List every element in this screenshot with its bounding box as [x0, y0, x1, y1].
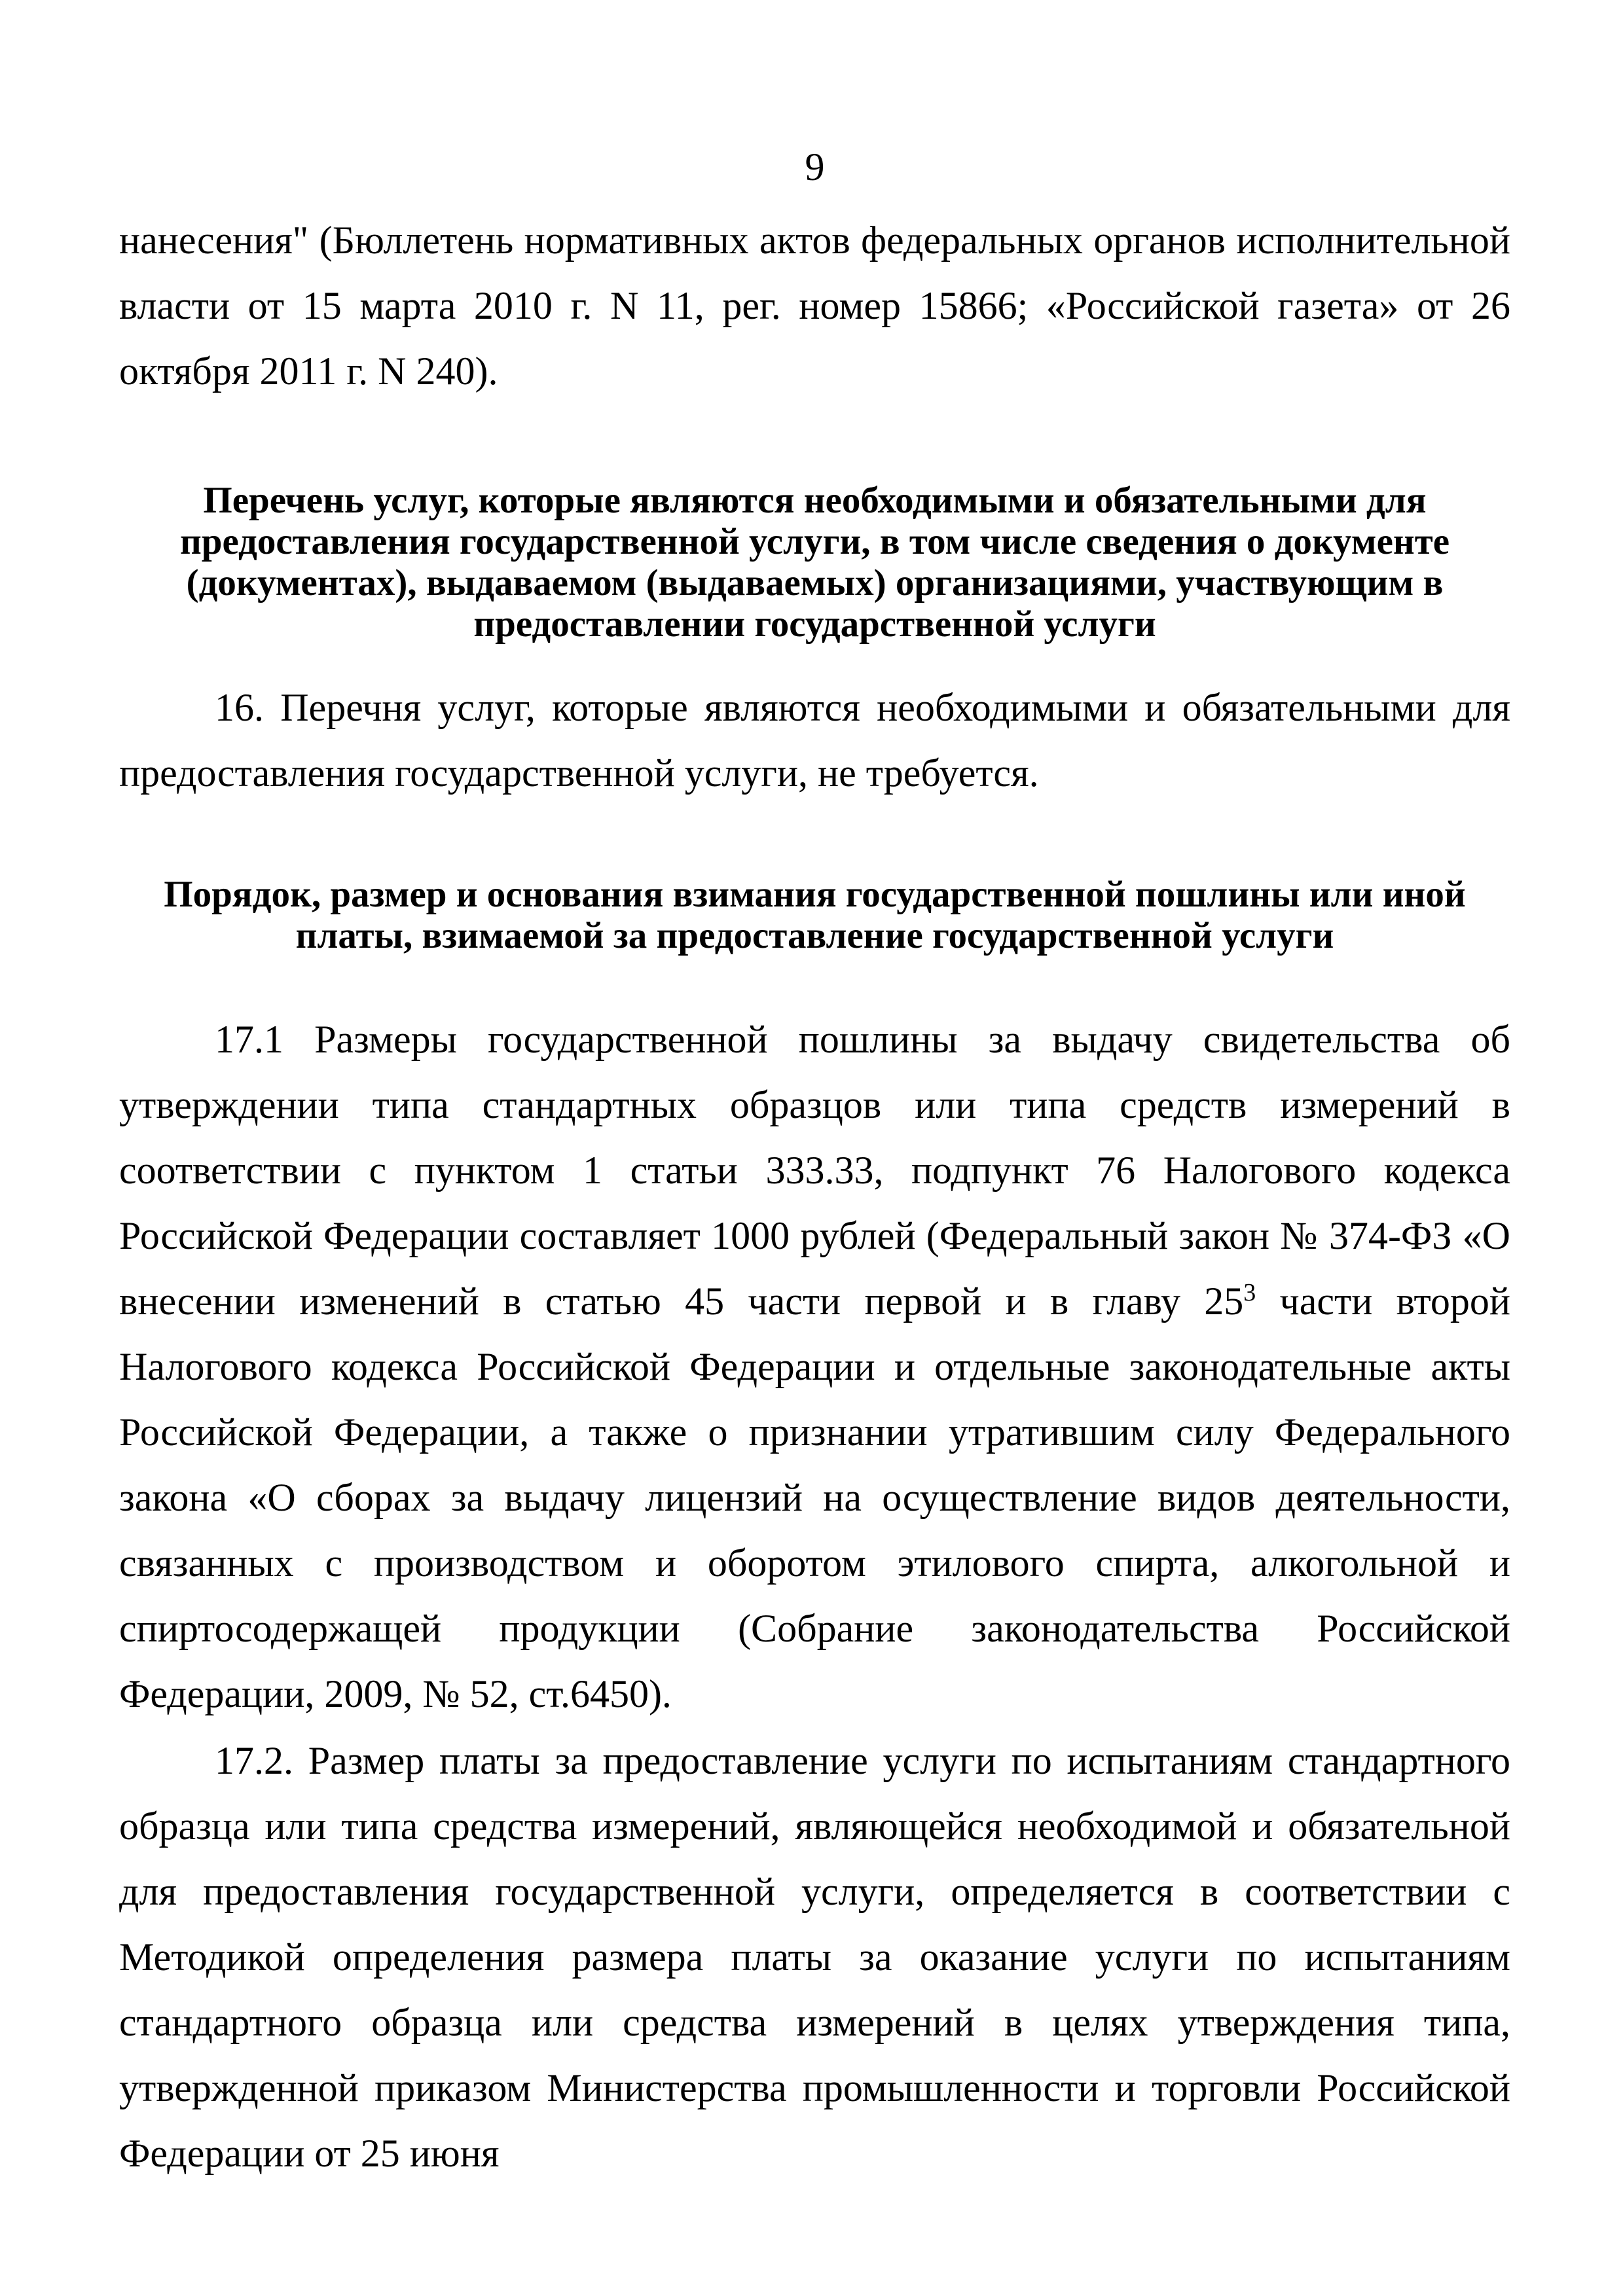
paragraph-continuation: нанесения" (Бюллетень нормативных актов федеральных органов исполнительной власти от 15 марта 2010 г. N 11, рег. номер 15866; «Российской газета» от 26 октября 2011 г. N 240). [119, 219, 1510, 393]
section-heading-state-fee: Порядок, размер и основания взимания государственной пошлины или иной платы, взимаемой за предоставление государственной услуги [164, 874, 1466, 956]
section-heading-required-services: Перечень услуг, которые являются необходимыми и обязательными для предоставления государственной услуги, в том числе сведения о документе (документах), выдаваемом (выдаваемых) организациями, участвующим в предоставлении государственной услуги [179, 480, 1450, 645]
paragraph-17-2: 17.2. Размер платы за предоставление услуги по испытаниям стандартного образца или типа средства измерений, являющейся необходимой и обязательной для предоставления государственной услуги, определяется в соответствии с Методикой определения размера платы за оказание услуги по испытаниям стандартного образца или средства измерений в целях утверждения типа, утвержденной приказом Министерства промышленности и торговли Российской Федерации от 25 июня [119, 1739, 1510, 2175]
page-number: 9 [805, 145, 825, 188]
paragraph-17-1-text-a: 17.1 Размеры государственной пошлины за выдачу свидетельства об утверждении типа стандартных образцов или типа средств измерений в соответствии с пунктом 1 статьи 333.33, подпункт 76 Налогового кодекса Российской Федерации составляет 1000 рублей (Федеральный закон № 374-ФЗ «О внесении изменений в статью 45 части первой и в главу 25 [119, 1018, 1510, 1323]
paragraph-17-1-text-b: части второй Налогового кодекса Российской Федерации и отдельные законодательные акты Российской Федерации, а также о признании утратившим силу Федерального закона «О сборах за выдачу лицензий на осуществление видов деятельности, связанных с производством и оборотом этилового спирта, алкогольной и спиртосодержащей продукции (Собрание законодательства Российской Федерации, 2009, № 52, ст.6450). [119, 1280, 1510, 1715]
paragraph-16: 16. Перечня услуг, которые являются необходимыми и обязательными для предоставления государственной услуги, не требуется. [119, 686, 1510, 795]
paragraph-17-1 [119, 1007, 1510, 1727]
superscript: 3 [1243, 1279, 1256, 1306]
